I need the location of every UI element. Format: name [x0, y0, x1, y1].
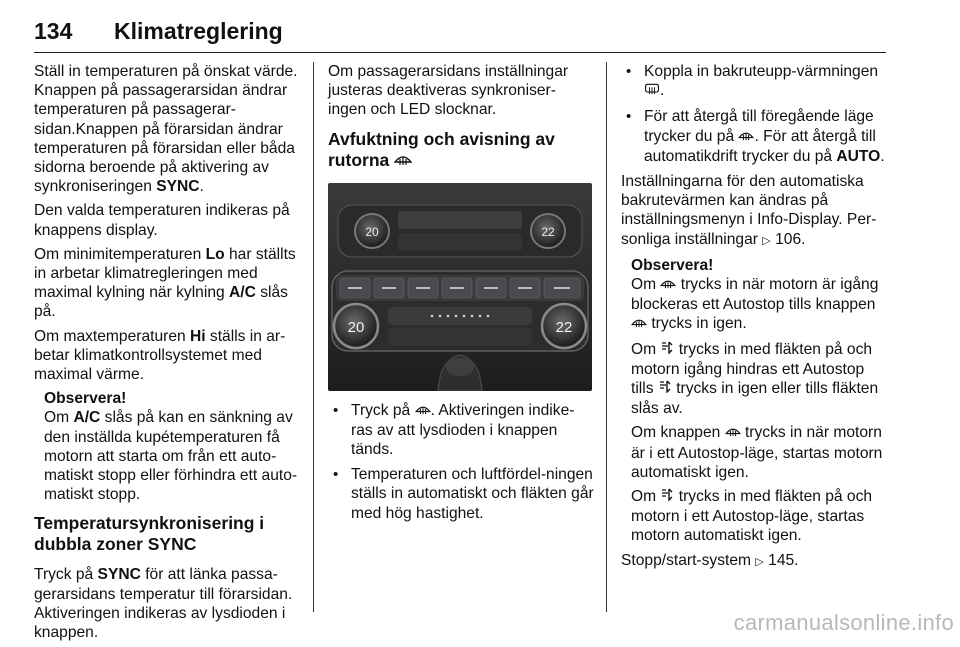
paragraph: Ställ in temperaturen på önskat värde. Knappen på passagerarsidan ändrar temperaturen på passagerar-sidan.Knappen på förarsidan ändrar temperaturen på förarsidan eller båda sidorna beroende på aktivering av synkroniseringen SYNC. — [34, 63, 298, 196]
list-item: • Temperaturen och luftfördel-ningen ställs in automatiskt och fläkten går med hög hastighet. — [328, 465, 594, 523]
page-reference-arrow-icon: ▷ — [762, 234, 771, 247]
list-item: • Tryck på . Aktiveringen indike-ras av att lysdioden i knappen tänds. — [328, 401, 594, 460]
svg-text:22: 22 — [555, 318, 573, 336]
fan-icon — [658, 380, 672, 399]
note-heading: Observera! — [631, 256, 714, 274]
climate-control-panel-photo — [328, 183, 592, 391]
windscreen-defrost-icon — [631, 315, 647, 334]
windscreen-defrost-icon — [725, 424, 741, 443]
column-middle — [328, 62, 594, 529]
note-text: Om trycks in när motorn är igång blockeras ett Autostop tills knappen trycks in igen. — [631, 275, 887, 335]
page-reference-arrow-icon: ▷ — [755, 555, 764, 568]
section-heading: Temperatursynkronisering i dubbla zoner SYNC — [34, 513, 265, 555]
note-text: Om A/C slås på kan en sänkning av den inställda kupétemperaturen få motorn att starta om från ett auto-matiskt stopp eller förhindra ett auto-matiskt stopp. — [44, 409, 298, 504]
windscreen-defrost-icon — [415, 402, 431, 421]
watermark: carmanualsonline.info — [733, 610, 954, 635]
page-title: Klimatreglering — [114, 18, 283, 44]
note-text: Om trycks in med fläkten på och motorn i ett Autostop-läge, startas motorn automatiskt igen. — [631, 488, 873, 545]
column-right — [621, 62, 887, 577]
paragraph: Inställningarna för den automatiska bakrutevärmen kan ändras på inställningsmenyn i Info-Display. Per-sonliga inställningar ▷ 106. — [621, 173, 877, 248]
windscreen-defrost-icon — [660, 276, 676, 295]
paragraph: Tryck på SYNC för att länka passa-gerarsidans temperatur till förarsidan. Aktiveringen indikeras av lysdioden i knappen. — [34, 566, 293, 642]
paragraph: Om maxtemperaturen Hi ställs in ar-betar klimatkontrollsystemet med maximal värme. — [34, 327, 286, 384]
column-left — [34, 62, 302, 647]
paragraph: Om minimitemperaturen Lo har ställts in arbetar klimatregleringen med maximal kylning när kylning A/C slås på. — [34, 245, 296, 321]
rear-window-defrost-icon — [644, 82, 660, 101]
bullet-list — [621, 62, 887, 166]
page-number: 134 — [34, 18, 73, 44]
svg-text:20: 20 — [365, 224, 379, 239]
bullet-list — [328, 401, 594, 523]
note-box — [44, 389, 302, 504]
column-divider — [313, 62, 314, 612]
windscreen-defrost-icon — [738, 128, 754, 147]
page-header — [34, 18, 886, 53]
list-item: • För att återgå till föregående läge trycker du på . För att återgå till automatikdrift trycker du på AUTO. — [621, 107, 887, 166]
note-heading: Observera! — [44, 390, 127, 408]
svg-text:20: 20 — [347, 318, 365, 336]
note-text: Om knappen trycks in när motorn är i ett Autostop-läge, startas motorn automatiskt igen. — [631, 424, 883, 481]
note-box — [631, 256, 887, 546]
fan-icon — [660, 341, 674, 360]
note-text: Om trycks in med fläkten på och motorn igång hindras ett Autostop tills trycks in igen eller tills fläkten slås av. — [631, 340, 879, 418]
paragraph: Den valda temperaturen indikeras på knappens display. — [34, 202, 290, 239]
svg-text:22: 22 — [541, 224, 555, 239]
fan-icon — [660, 488, 674, 507]
windscreen-defrost-icon — [394, 152, 412, 173]
list-item: • Koppla in bakruteupp-värmningen . — [621, 62, 887, 101]
sync-label: SYNC — [156, 178, 200, 196]
paragraph: Stopp/start-system ▷ 145. — [621, 551, 799, 569]
column-divider — [606, 62, 607, 612]
section-heading: Avfuktning och avisning av rutorna — [328, 129, 594, 173]
paragraph: Om passagerarsidans inställningar justeras deaktiveras synkroniser-ingen och LED slocknar. — [328, 63, 569, 119]
